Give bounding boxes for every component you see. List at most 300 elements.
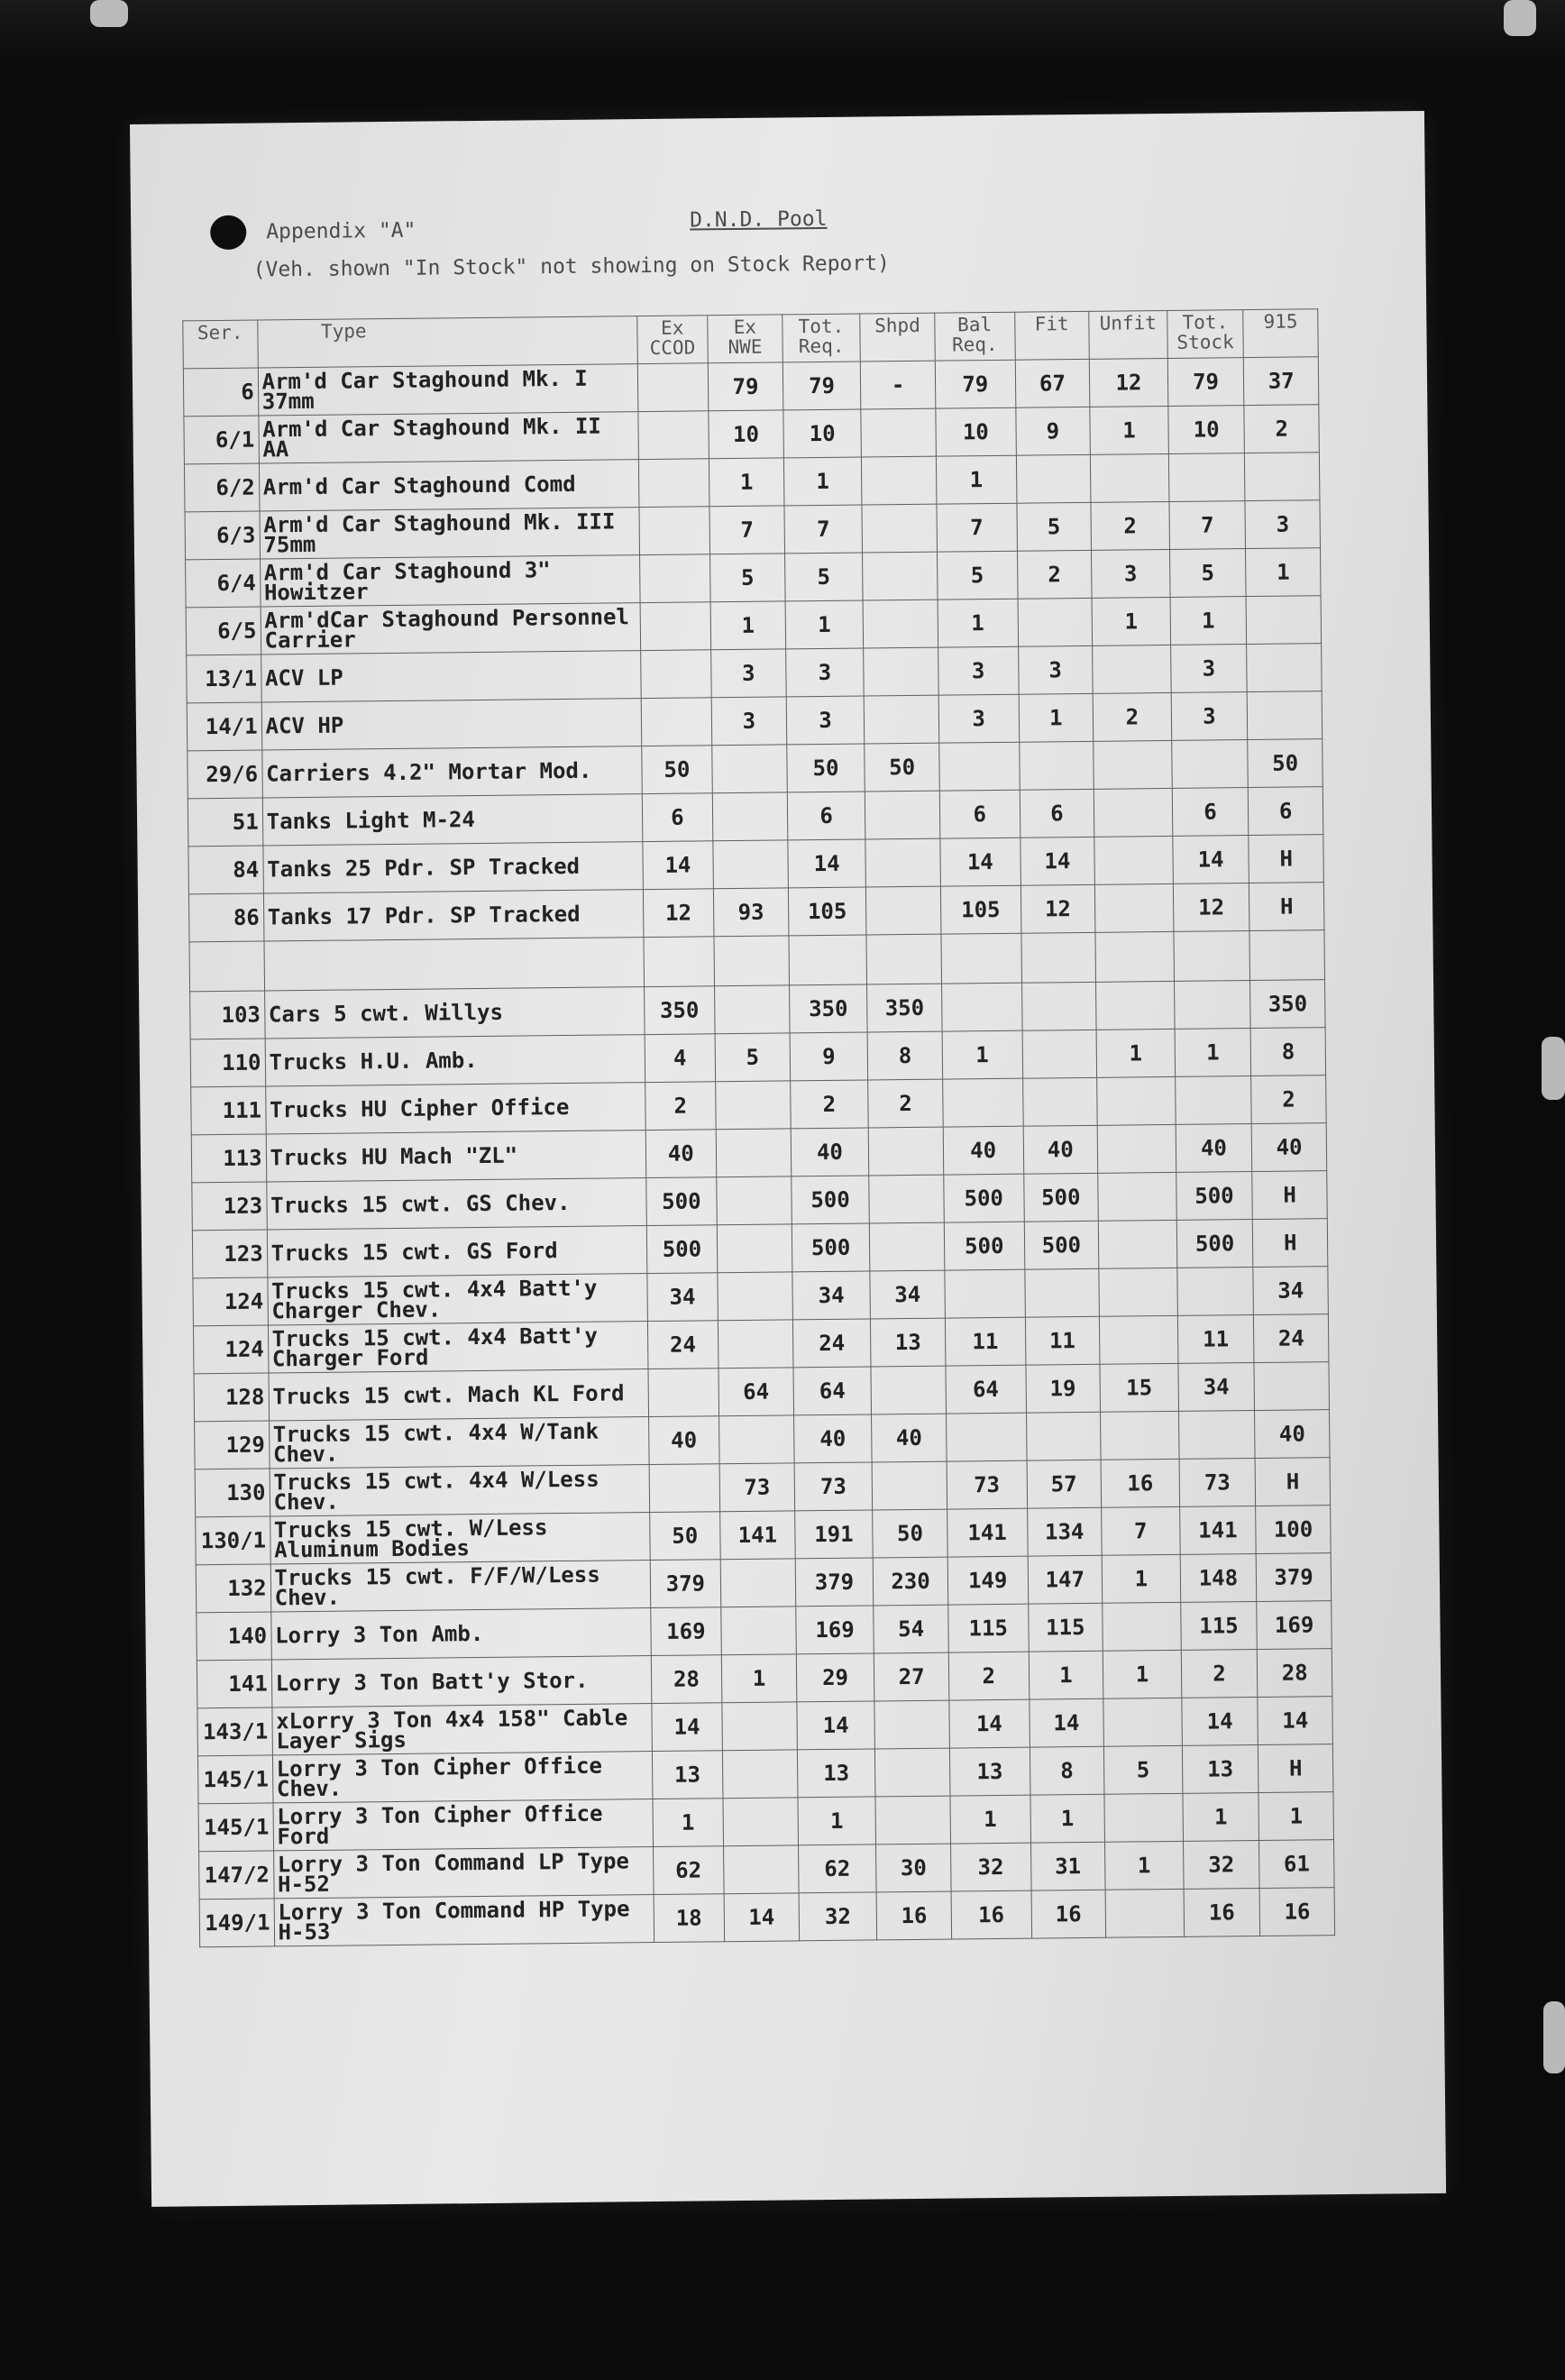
- fit-cell: 67: [1015, 359, 1090, 407]
- bal-req-cell: 1: [936, 455, 1016, 504]
- fit-cell: 6: [1020, 789, 1094, 838]
- type-cell: Trucks 15 cwt. W/Less Aluminum Bodies: [270, 1513, 650, 1564]
- col-915-cell: [1247, 691, 1322, 740]
- col-915-cell: [1247, 644, 1322, 692]
- ex-nwe-cell: [720, 1559, 795, 1607]
- ex-nwe-cell: 5: [715, 1033, 790, 1082]
- unfit-cell: [1098, 1220, 1176, 1268]
- shpd-cell: 54: [874, 1605, 948, 1653]
- col-915-cell: [1254, 1362, 1329, 1411]
- fit-cell: [1021, 982, 1096, 1030]
- bal-req-cell: [946, 1413, 1026, 1461]
- tot-req-cell: 169: [795, 1606, 874, 1654]
- tot-stock-cell: 3: [1171, 692, 1248, 741]
- bal-req-cell: 79: [935, 360, 1015, 408]
- fit-cell: 40: [1023, 1125, 1098, 1174]
- fit-cell: 134: [1027, 1507, 1102, 1556]
- ex-ccod-cell: 62: [653, 1846, 724, 1895]
- ex-ccod-cell: 40: [645, 1130, 717, 1178]
- tot-req-cell: 3: [785, 648, 864, 697]
- shpd-cell: [865, 791, 940, 839]
- tot-stock-cell: [1174, 981, 1250, 1030]
- col-header: Unfit: [1089, 310, 1167, 359]
- fit-cell: 3: [1018, 645, 1093, 694]
- tot-stock-cell: 1: [1183, 1792, 1259, 1841]
- type-cell: Trucks HU Mach "ZL": [266, 1130, 646, 1182]
- ex-nwe-cell: [712, 792, 787, 841]
- type-cell: Arm'd Car Staghound Mk. III 75mm: [260, 508, 640, 559]
- ex-nwe-cell: 79: [708, 362, 782, 411]
- col-header: 915: [1243, 309, 1318, 358]
- ex-ccod-cell: 1: [653, 1799, 724, 1847]
- col-915-cell: 16: [1259, 1888, 1334, 1936]
- type-cell: Arm'd Car Staghound Mk. I 37mm: [258, 364, 638, 416]
- tot-req-cell: 34: [792, 1271, 871, 1320]
- ex-ccod-cell: [644, 937, 715, 987]
- bal-req-cell: [939, 742, 1020, 791]
- col-915-cell: 40: [1255, 1410, 1330, 1459]
- unfit-cell: 5: [1103, 1745, 1182, 1794]
- tot-stock-cell: 73: [1179, 1459, 1256, 1507]
- ser-cell: 124: [193, 1277, 268, 1326]
- col-915-cell: 34: [1253, 1267, 1328, 1315]
- bal-req-cell: 115: [948, 1604, 1029, 1652]
- bal-req-cell: 10: [936, 407, 1016, 456]
- type-cell: Lorry 3 Ton Amb.: [270, 1608, 651, 1660]
- col-header: Tot. Stock: [1167, 310, 1243, 359]
- ex-nwe-cell: [719, 1415, 794, 1464]
- col-915-cell: 50: [1248, 739, 1322, 788]
- fit-cell: 16: [1031, 1890, 1106, 1938]
- shpd-cell: 30: [876, 1844, 951, 1892]
- type-cell: Carriers 4.2" Mortar Mod.: [261, 746, 642, 798]
- tot-req-cell: 1: [798, 1797, 876, 1845]
- col-915-cell: 1: [1246, 548, 1321, 597]
- tot-stock-cell: 500: [1176, 1220, 1253, 1268]
- ex-ccod-cell: 6: [642, 793, 713, 842]
- tot-req-cell: 500: [792, 1223, 870, 1272]
- ex-nwe-cell: [716, 1081, 791, 1130]
- ser-cell: [189, 941, 264, 992]
- ex-nwe-cell: 93: [714, 888, 789, 937]
- tot-req-cell: 14: [797, 1701, 875, 1750]
- ex-nwe-cell: [723, 1798, 798, 1846]
- col-915-cell: [1249, 930, 1324, 981]
- type-cell: Trucks HU Cipher Office: [265, 1083, 645, 1134]
- tot-req-cell: 10: [783, 409, 862, 458]
- film-sprocket: [90, 0, 128, 27]
- type-cell: Cars 5 cwt. Willys: [264, 987, 645, 1039]
- fit-cell: [1019, 741, 1094, 790]
- unfit-cell: 1: [1103, 1650, 1181, 1698]
- tot-stock-cell: 6: [1172, 788, 1249, 837]
- tot-stock-cell: [1168, 453, 1245, 502]
- ex-ccod-cell: 50: [649, 1512, 720, 1561]
- ser-cell: 147/2: [199, 1851, 274, 1899]
- ex-nwe-cell: [722, 1702, 797, 1751]
- ser-cell: 103: [190, 991, 265, 1039]
- bal-req-cell: [943, 1078, 1023, 1127]
- tot-stock-cell: 141: [1179, 1506, 1256, 1555]
- tot-stock-cell: 7: [1169, 501, 1246, 550]
- unfit-cell: [1097, 1124, 1176, 1173]
- col-915-cell: 169: [1257, 1601, 1332, 1650]
- unfit-cell: 15: [1100, 1363, 1178, 1412]
- type-cell: Arm'dCar Staghound Personnel Carrier: [261, 603, 641, 654]
- col-header: Type: [257, 316, 637, 368]
- tot-req-cell: 7: [784, 505, 863, 554]
- tot-req-cell: 79: [782, 362, 861, 410]
- ser-cell: 84: [188, 846, 263, 894]
- ex-ccod-cell: 2: [645, 1082, 716, 1130]
- unfit-cell: 2: [1093, 692, 1171, 741]
- tot-stock-cell: 3: [1170, 645, 1247, 693]
- unfit-cell: [1101, 1411, 1179, 1460]
- type-cell: Lorry 3 Ton Cipher Office Chev.: [272, 1752, 653, 1803]
- unfit-cell: [1094, 788, 1172, 837]
- col-915-cell: 8: [1250, 1028, 1325, 1076]
- col-header: Ex CCOD: [636, 316, 708, 364]
- tot-stock-cell: 115: [1180, 1601, 1257, 1650]
- unfit-cell: 3: [1092, 549, 1170, 598]
- bal-req-cell: 5: [937, 551, 1017, 600]
- tot-stock-cell: 13: [1182, 1744, 1258, 1793]
- unfit-cell: 7: [1102, 1506, 1180, 1555]
- vehicle-stock-table: [182, 308, 1335, 1947]
- ex-nwe-cell: [712, 745, 787, 793]
- unfit-cell: [1105, 1889, 1184, 1937]
- ex-nwe-cell: [715, 985, 790, 1034]
- fit-cell: 5: [1016, 502, 1091, 551]
- shpd-cell: [869, 1127, 944, 1176]
- tot-req-cell: 62: [798, 1844, 876, 1893]
- bal-req-cell: 500: [944, 1222, 1024, 1270]
- tot-stock-cell: 32: [1183, 1840, 1259, 1889]
- ser-cell: 6: [183, 368, 258, 416]
- col-915-cell: 350: [1250, 980, 1325, 1029]
- ex-nwe-cell: 14: [724, 1893, 799, 1942]
- fit-cell: [1016, 454, 1091, 503]
- ex-ccod-cell: 50: [641, 746, 712, 794]
- tot-req-cell: 40: [791, 1128, 869, 1176]
- shpd-cell: [874, 1700, 949, 1749]
- col-915-cell: 379: [1256, 1553, 1331, 1602]
- bal-req-cell: 2: [948, 1652, 1029, 1700]
- ex-nwe-cell: [723, 1750, 798, 1799]
- tot-req-cell: 1: [785, 600, 864, 649]
- ex-ccod-cell: 350: [644, 986, 715, 1035]
- appendix-label: Appendix "A": [266, 218, 416, 244]
- tot-stock-cell: 1: [1175, 1029, 1251, 1077]
- ser-cell: 130: [195, 1469, 270, 1517]
- unfit-cell: [1099, 1315, 1177, 1364]
- col-915-cell: 24: [1254, 1314, 1329, 1363]
- col-header: Fit: [1014, 311, 1089, 360]
- type-cell: Tanks 25 Pdr. SP Tracked: [262, 842, 643, 893]
- shpd-cell: [862, 456, 937, 505]
- fit-cell: [1024, 1268, 1099, 1317]
- tot-req-cell: 40: [793, 1414, 872, 1463]
- unfit-cell: [1095, 931, 1174, 982]
- bal-req-cell: 32: [950, 1843, 1030, 1891]
- tot-stock-cell: 16: [1184, 1888, 1260, 1936]
- ex-ccod-cell: 500: [646, 1225, 718, 1274]
- shpd-cell: 27: [874, 1652, 949, 1701]
- tot-req-cell: 105: [788, 887, 866, 936]
- col-915-cell: 1: [1258, 1792, 1333, 1841]
- ex-nwe-cell: [724, 1845, 799, 1894]
- type-cell: Trucks 15 cwt. Mach KL Ford: [269, 1369, 649, 1421]
- ex-nwe-cell: 141: [720, 1511, 795, 1560]
- fit-cell: [1018, 598, 1093, 646]
- fit-cell: 19: [1025, 1364, 1100, 1413]
- type-cell: Trucks 15 cwt. GS Ford: [267, 1226, 647, 1277]
- col-915-cell: 40: [1251, 1123, 1326, 1172]
- ser-cell: 123: [192, 1182, 267, 1231]
- ex-ccod-cell: 28: [651, 1655, 722, 1704]
- tot-stock-cell: 12: [1173, 883, 1249, 932]
- ser-cell: 6/2: [184, 463, 259, 512]
- type-cell: Lorry 3 Ton Batt'y Stor.: [271, 1656, 652, 1707]
- ex-nwe-cell: 64: [718, 1368, 793, 1416]
- shpd-cell: 8: [867, 1031, 942, 1080]
- type-cell: Arm'd Car Staghound Comd: [259, 460, 639, 511]
- col-header: Shpd: [860, 313, 935, 362]
- ser-cell: 6/1: [184, 416, 259, 464]
- tot-req-cell: 32: [799, 1892, 877, 1941]
- type-cell: Arm'd Car Staghound Mk. II AA: [258, 412, 638, 463]
- col-915-cell: 2: [1251, 1076, 1326, 1124]
- col-header: Ex NWE: [708, 315, 782, 363]
- document-page: [130, 111, 1446, 2207]
- bal-req-cell: 149: [947, 1556, 1028, 1605]
- type-cell: [264, 938, 645, 991]
- type-cell: Trucks 15 cwt. 4x4 W/Tank Chev.: [269, 1417, 649, 1469]
- ex-ccod-cell: [639, 554, 710, 603]
- unfit-cell: 1: [1102, 1554, 1180, 1603]
- col-915-cell: H: [1253, 1219, 1328, 1268]
- tot-stock-cell: [1178, 1411, 1255, 1460]
- film-sprocket: [1543, 2001, 1565, 2073]
- unfit-cell: 1: [1090, 406, 1168, 454]
- col-915-cell: H: [1252, 1171, 1327, 1220]
- fit-cell: 14: [1029, 1698, 1103, 1747]
- type-cell: Trucks 15 cwt. F/F/W/Less Chev.: [270, 1561, 651, 1612]
- shpd-cell: [866, 934, 941, 984]
- col-915-cell: H: [1255, 1458, 1330, 1506]
- ser-cell: 124: [193, 1325, 268, 1374]
- ser-cell: 141: [197, 1660, 271, 1708]
- shpd-cell: 16: [876, 1891, 951, 1940]
- ex-ccod-cell: 18: [654, 1894, 725, 1943]
- ex-ccod-cell: [637, 363, 709, 412]
- ex-nwe-cell: 3: [711, 697, 786, 746]
- tot-req-cell: 1: [783, 457, 862, 506]
- unfit-cell: 1: [1096, 1029, 1175, 1077]
- unfit-cell: 2: [1091, 501, 1169, 550]
- type-cell: ACV LP: [261, 651, 641, 702]
- col-915-cell: 28: [1258, 1649, 1332, 1698]
- col-915-cell: 6: [1249, 787, 1323, 836]
- unfit-cell: [1099, 1268, 1177, 1316]
- ser-cell: 6/3: [185, 511, 260, 560]
- tot-req-cell: 24: [792, 1319, 871, 1368]
- tot-stock-cell: 14: [1173, 836, 1249, 884]
- ex-nwe-cell: [713, 840, 788, 889]
- fit-cell: 500: [1024, 1221, 1099, 1269]
- tot-req-cell: 9: [790, 1032, 868, 1081]
- type-cell: Trucks H.U. Amb.: [265, 1035, 645, 1086]
- tot-stock-cell: 5: [1169, 549, 1246, 598]
- unfit-cell: [1090, 453, 1168, 502]
- ex-ccod-cell: 4: [645, 1034, 716, 1083]
- tot-req-cell: 13: [797, 1749, 875, 1798]
- unfit-cell: 12: [1089, 358, 1167, 407]
- unfit-cell: [1097, 1076, 1176, 1125]
- tot-req-cell: 50: [786, 744, 865, 792]
- shpd-cell: [864, 647, 938, 696]
- tot-stock-cell: 79: [1167, 358, 1244, 407]
- tot-req-cell: [789, 935, 867, 985]
- fit-cell: 14: [1020, 837, 1094, 885]
- tot-req-cell: 5: [784, 553, 863, 601]
- ex-ccod-cell: 169: [650, 1607, 721, 1656]
- ser-cell: 111: [191, 1086, 266, 1135]
- shpd-cell: 2: [868, 1079, 943, 1128]
- shpd-cell: 34: [870, 1270, 945, 1319]
- bal-req-cell: [941, 983, 1021, 1031]
- tot-stock-cell: 2: [1181, 1649, 1258, 1698]
- bal-req-cell: 105: [940, 885, 1020, 934]
- unfit-cell: [1103, 1698, 1182, 1746]
- ex-ccod-cell: [649, 1464, 720, 1513]
- bal-req-cell: 6: [939, 790, 1020, 838]
- bal-req-cell: 3: [938, 694, 1019, 743]
- bal-req-cell: 1: [938, 599, 1018, 647]
- type-cell: Lorry 3 Ton Cipher Office Ford: [273, 1799, 654, 1851]
- ser-cell: 6/5: [186, 607, 261, 655]
- ex-ccod-cell: [637, 411, 709, 460]
- col-915-cell: 100: [1256, 1506, 1331, 1554]
- ser-cell: 110: [190, 1039, 265, 1087]
- ser-cell: 149/1: [199, 1899, 274, 1947]
- fit-cell: 115: [1028, 1603, 1103, 1652]
- tot-stock-cell: 500: [1176, 1172, 1252, 1221]
- tot-stock-cell: [1177, 1268, 1254, 1316]
- bal-req-cell: 3: [938, 646, 1019, 695]
- shpd-cell: [866, 886, 941, 935]
- ex-ccod-cell: 12: [643, 889, 714, 938]
- shpd-cell: [875, 1796, 950, 1844]
- shpd-cell: [875, 1748, 950, 1797]
- unfit-cell: [1096, 981, 1175, 1030]
- fit-cell: 9: [1015, 407, 1090, 455]
- col-915-cell: 3: [1245, 500, 1320, 549]
- ex-nwe-cell: [717, 1176, 792, 1225]
- tot-req-cell: 14: [788, 839, 866, 888]
- fit-cell: 11: [1025, 1316, 1100, 1365]
- ex-nwe-cell: 7: [709, 506, 784, 554]
- tot-stock-cell: [1171, 740, 1248, 789]
- fit-cell: 2: [1017, 550, 1092, 599]
- shpd-cell: [870, 1222, 945, 1271]
- shpd-cell: [863, 600, 938, 648]
- shpd-cell: 50: [865, 743, 939, 792]
- bal-req-cell: 7: [937, 503, 1017, 552]
- tot-stock-cell: 11: [1177, 1315, 1254, 1364]
- bal-req-cell: 11: [945, 1317, 1025, 1366]
- bal-req-cell: 40: [943, 1126, 1023, 1175]
- fit-cell: 8: [1030, 1746, 1104, 1795]
- unfit-cell: [1094, 740, 1172, 789]
- ex-ccod-cell: 379: [650, 1560, 721, 1608]
- fit-cell: 1: [1029, 1651, 1103, 1699]
- ex-nwe-cell: 1: [709, 458, 784, 507]
- unfit-cell: [1094, 836, 1173, 884]
- ex-nwe-cell: 10: [709, 410, 783, 459]
- ser-cell: 140: [197, 1612, 271, 1661]
- ser-cell: 145/1: [197, 1755, 272, 1804]
- tot-stock-cell: [1175, 1076, 1251, 1125]
- shpd-cell: 50: [873, 1509, 947, 1558]
- fit-cell: [1022, 1030, 1097, 1078]
- shpd-cell: [871, 1366, 946, 1414]
- bal-req-cell: 16: [951, 1890, 1031, 1939]
- bal-req-cell: 64: [946, 1365, 1026, 1414]
- ex-nwe-cell: [718, 1272, 792, 1321]
- ex-nwe-cell: [716, 1129, 791, 1177]
- table-body: [183, 357, 1334, 1947]
- tot-req-cell: 3: [786, 696, 865, 745]
- bal-req-cell: 73: [947, 1460, 1027, 1509]
- ex-ccod-cell: 14: [642, 841, 713, 890]
- ser-cell: 29/6: [188, 750, 262, 799]
- fit-cell: 12: [1020, 884, 1095, 933]
- col-915-cell: H: [1249, 883, 1324, 931]
- bal-req-cell: 14: [949, 1699, 1030, 1748]
- tot-req-cell: 350: [789, 984, 867, 1033]
- ex-ccod-cell: 13: [652, 1751, 723, 1799]
- ex-ccod-cell: 34: [646, 1273, 718, 1322]
- shpd-cell: 350: [867, 984, 942, 1032]
- tot-stock-cell: 148: [1180, 1554, 1257, 1603]
- type-cell: Trucks 15 cwt. GS Chev.: [266, 1178, 646, 1230]
- type-cell: ACV HP: [261, 699, 642, 750]
- type-cell: Trucks 15 cwt. 4x4 Batt'y Charger Ford: [268, 1322, 648, 1373]
- bal-req-cell: 13: [949, 1747, 1030, 1796]
- tot-stock-cell: 1: [1170, 597, 1247, 645]
- shpd-cell: [861, 408, 936, 457]
- tot-req-cell: 379: [795, 1558, 874, 1606]
- shpd-cell: 230: [874, 1557, 948, 1606]
- shpd-cell: [863, 552, 938, 600]
- bal-req-cell: [945, 1269, 1025, 1318]
- ser-cell: 123: [192, 1230, 267, 1278]
- ser-cell: 145/1: [198, 1803, 273, 1852]
- col-915-cell: H: [1249, 835, 1323, 883]
- unfit-cell: [1093, 645, 1171, 693]
- col-915-cell: 61: [1259, 1840, 1334, 1889]
- fit-cell: 57: [1027, 1460, 1102, 1508]
- tot-stock-cell: [1174, 931, 1250, 982]
- shpd-cell: 13: [871, 1318, 946, 1367]
- bal-req-cell: 14: [940, 838, 1020, 886]
- ex-nwe-cell: 1: [721, 1654, 796, 1703]
- ex-ccod-cell: [641, 698, 712, 746]
- tot-req-cell: 6: [787, 792, 865, 840]
- pool-title: D.N.D. Pool: [690, 206, 828, 233]
- unfit-cell: [1098, 1172, 1176, 1221]
